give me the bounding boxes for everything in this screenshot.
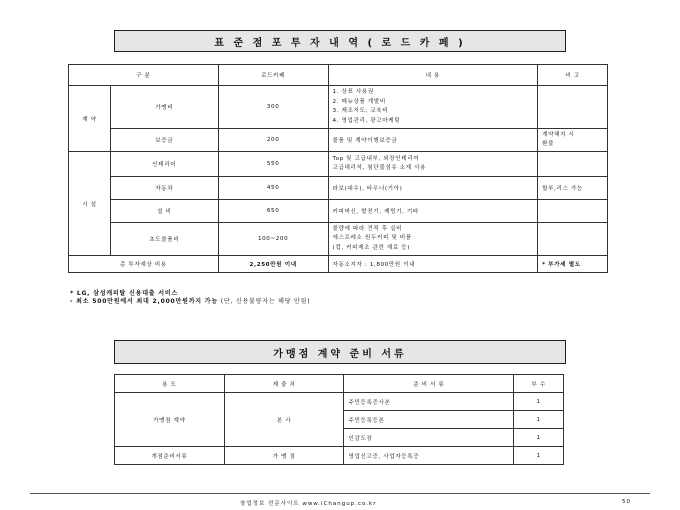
loan-limit-rest: (단, 신용불량자는 해당 안됨) (217, 298, 311, 305)
row-value: 550 (218, 152, 328, 177)
row-value: 200 (218, 129, 328, 152)
purpose-contract: 가맹점 계약 (115, 393, 225, 447)
total-label: 총 투자예상 비용 (69, 256, 219, 273)
doc-count: 1 (514, 429, 564, 447)
table-header-row (115, 375, 564, 393)
content-line: 1. 상표 사용권 (332, 89, 374, 95)
row-content: 라보(대우), 타우너(기아) (328, 177, 538, 200)
loan-limit-note (70, 296, 310, 305)
row-label: 보증금 (110, 129, 218, 152)
content-line: 에스프레소 원두커피 및 비품 (332, 235, 412, 242)
header-purpose: 용 도 (115, 375, 225, 393)
group-contract: 계 약 (69, 86, 111, 152)
row-value: 450 (218, 177, 328, 200)
row-note (538, 152, 608, 177)
header-category: 구 분 (69, 65, 219, 86)
doc-name: 영업신고증, 사업자등록증 (344, 447, 514, 465)
header-documents: 준 비 서 류 (344, 375, 514, 393)
office-hq: 본 사 (224, 393, 344, 447)
doc-name: 인감도장 (344, 429, 514, 447)
table-row (69, 177, 608, 200)
row-note (538, 129, 608, 152)
table-row (69, 223, 608, 256)
header-content: 내 용 (328, 65, 538, 86)
header-copies: 부 수 (514, 375, 564, 393)
row-label: 인테리어 (110, 152, 218, 177)
loan-limit-bold: - 최소 500만원에서 최대 2,000만원까지 가능 (70, 298, 218, 305)
table-total-row (69, 256, 608, 273)
row-content: 커피머신, 발전기, 제빙기, 기타 (328, 200, 538, 223)
row-content (328, 152, 538, 177)
total-content: 자동소지자 : 1,800만원 이내 (328, 256, 538, 273)
content-line: (컵, 커피제조 관련 재료 등) (332, 244, 411, 251)
office-franchise: 가 맹 점 (224, 447, 344, 465)
content-line: 물량에 따라 견적 후 실비 (332, 225, 403, 232)
header-submit-to: 제 출 처 (224, 375, 344, 393)
table-row (69, 200, 608, 223)
content-line: 4. 영업관리, 광고마케팅 (332, 117, 401, 124)
table-row (115, 447, 564, 465)
row-content (328, 223, 538, 256)
row-note (538, 223, 608, 256)
doc-count: 1 (514, 411, 564, 429)
investment-table (68, 64, 608, 273)
group-facility: 시 설 (69, 152, 111, 256)
page-title: 표 준 점 포 투 자 내 역 ( 로 드 카 페 ) (114, 30, 566, 52)
page-number: 50 (622, 499, 631, 505)
row-label: 초도물품비 (110, 223, 218, 256)
table-row (69, 152, 608, 177)
header-note: 비 고 (538, 65, 608, 86)
content-line: Top 및 고급내부, 외장인테리어 (332, 155, 420, 162)
row-value: 100~200 (218, 223, 328, 256)
row-label: 설 비 (110, 200, 218, 223)
documents-table (114, 374, 564, 465)
total-note: * 부가세 별도 (538, 256, 608, 273)
doc-count: 1 (514, 393, 564, 411)
note-line: 계약해지 시 (542, 131, 575, 138)
footer-site: 창업정보 전문사이트 www.iChangup.co.kr (240, 501, 377, 507)
section-title: 가맹점 계약 준비 서류 (114, 340, 566, 364)
row-content: 물품 및 계약이행보증금 (328, 129, 538, 152)
row-value: 300 (218, 86, 328, 129)
content-line: 3. 제조지도, 교육비 (332, 108, 389, 114)
header-roadcafe: 로드카페 (218, 65, 328, 86)
row-note: 할부,리스 가능 (538, 177, 608, 200)
row-note (538, 86, 608, 129)
content-line: 고급대리석, 첨단불섬유 소재 사용 (332, 165, 427, 171)
row-label: 자동차 (110, 177, 218, 200)
table-row (69, 86, 608, 129)
table-header-row (69, 65, 608, 86)
row-note (538, 200, 608, 223)
doc-name: 주민등록증사본 (344, 393, 514, 411)
row-content (328, 86, 538, 129)
note-line: 환불 (542, 141, 555, 147)
purpose-prep: 개점준비서류 (115, 447, 225, 465)
table-row (115, 393, 564, 411)
doc-count: 1 (514, 447, 564, 465)
doc-name: 주민등록등본 (344, 411, 514, 429)
content-line: 2. 메뉴상품 개발비 (332, 98, 386, 105)
row-label: 가맹비 (110, 86, 218, 129)
table-row (69, 129, 608, 152)
loan-note: * LG, 삼성캐피탈 신용대출 서비스 (70, 290, 179, 297)
row-value: 650 (218, 200, 328, 223)
footer-divider (30, 493, 650, 494)
total-value: 2,250만원 이내 (218, 256, 328, 273)
